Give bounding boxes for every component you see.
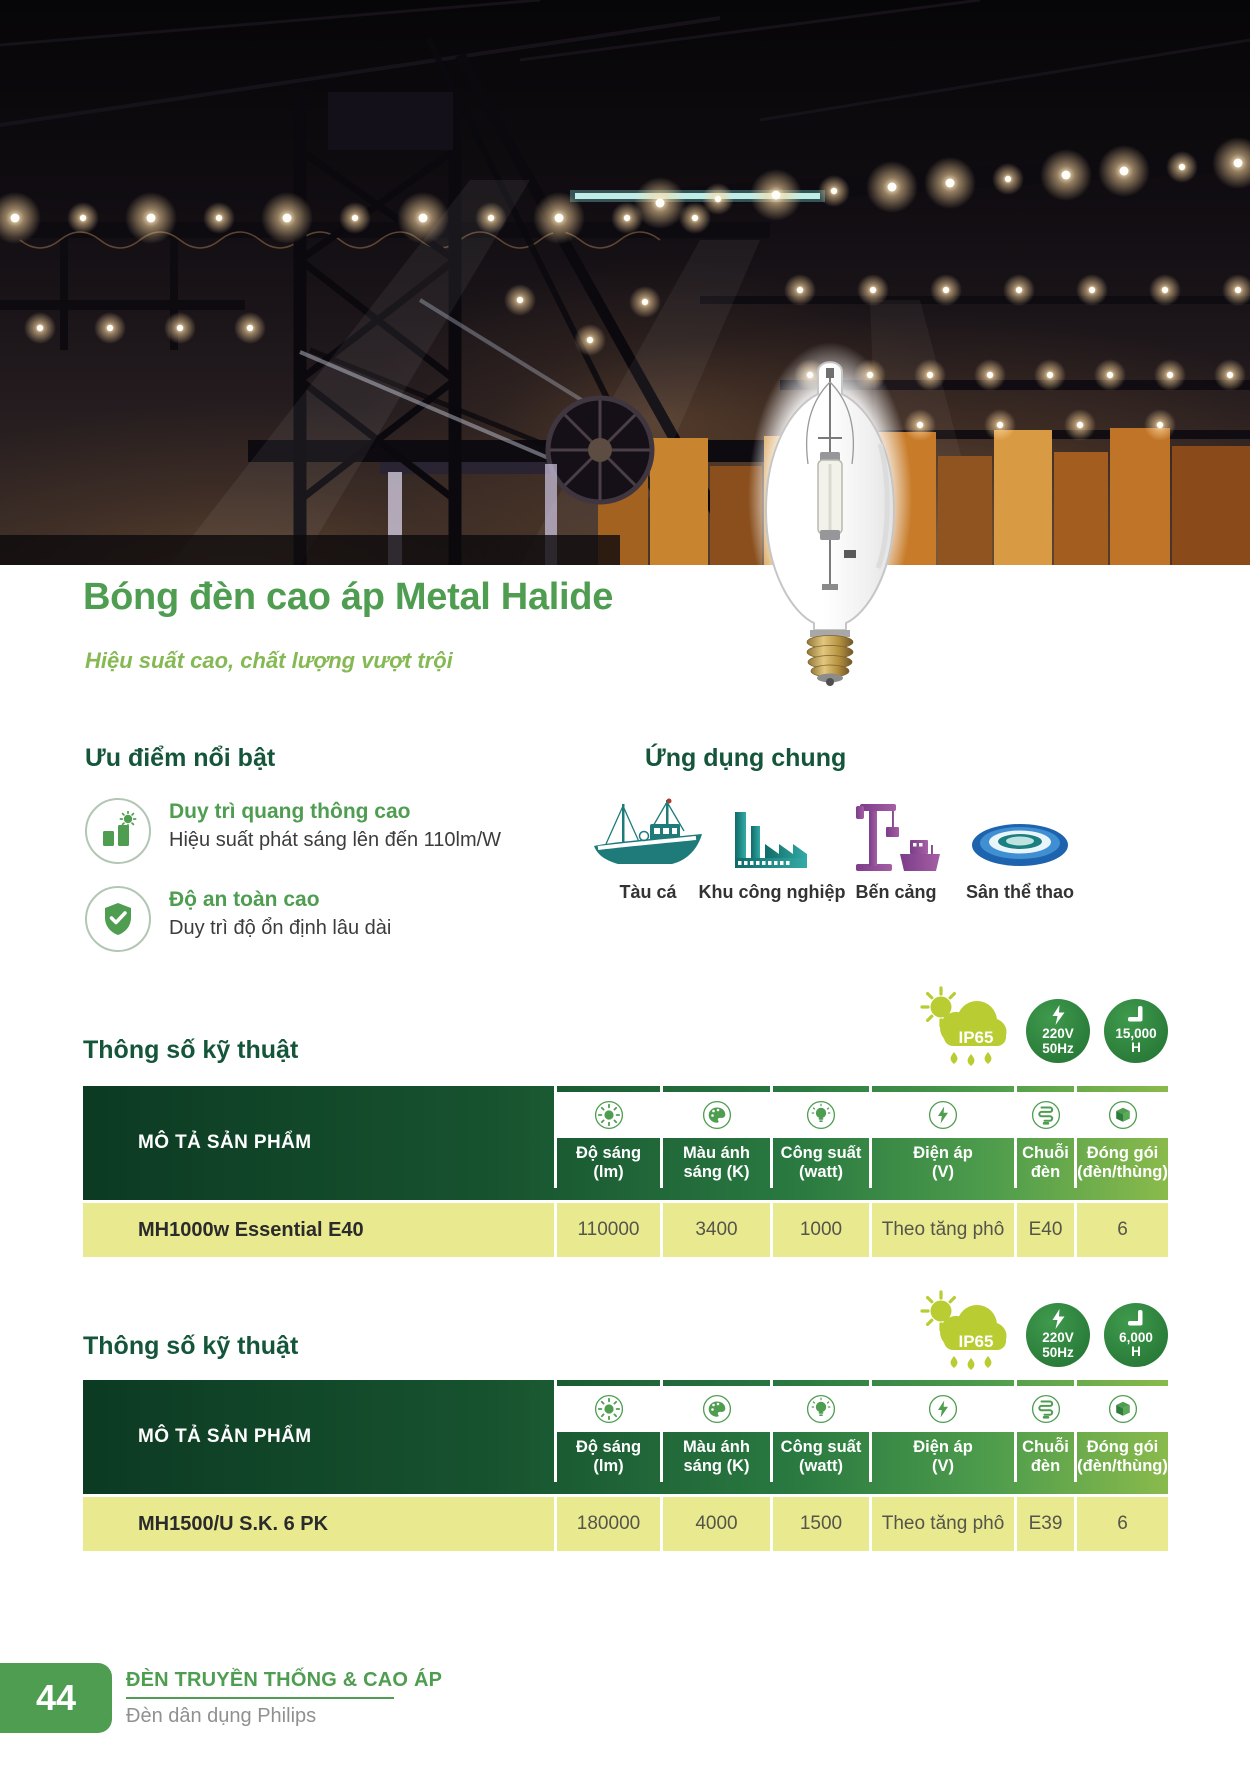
spec-table <box>83 1086 1168 1257</box>
fishing-boat-icon <box>592 798 704 872</box>
spec-table-header <box>83 1086 1168 1200</box>
col-header-packaging <box>1074 1380 1168 1482</box>
column-label: Chuỗi đèn <box>1022 1437 1069 1476</box>
spec-heading: Thông số kỹ thuật <box>83 1036 299 1064</box>
clock-icon <box>1126 1006 1146 1025</box>
feature-description: Duy trì độ ổn định lâu dài <box>169 917 392 939</box>
application-item <box>958 798 1082 903</box>
cell-packaging: 6 <box>1074 1203 1168 1257</box>
application-label: Khu công nghiệp <box>698 882 846 902</box>
footer-section-title: ĐÈN TRUYỀN THỐNG & CAO ÁP <box>126 1668 443 1691</box>
col-header-wattage <box>770 1380 869 1482</box>
lightning-icon <box>1051 1309 1066 1329</box>
column-label: Công suất (watt) <box>780 1437 862 1476</box>
wattage-icon <box>773 1386 869 1432</box>
color-temperature-icon <box>663 1092 770 1138</box>
cell-lamp-cap: E40 <box>1014 1203 1074 1257</box>
page-title-bold: Metal Halide <box>394 576 614 618</box>
col-header-color-temp <box>660 1086 770 1188</box>
product-name: MH1500/U S.K. 6 PK <box>138 1512 329 1535</box>
lamp-cap-icon <box>1017 1386 1074 1432</box>
lumen-bars-sun-icon <box>85 798 151 864</box>
voltage-value: 220V <box>1042 1330 1074 1346</box>
port-crane-icon <box>852 798 940 872</box>
col-header-color-temp <box>660 1380 770 1482</box>
clock-icon <box>1126 1310 1146 1329</box>
shield-check-icon <box>85 886 151 952</box>
cell-voltage: Theo tăng phô <box>869 1203 1014 1257</box>
application-item <box>698 798 846 903</box>
applications-heading: Ứng dụng chung <box>645 744 847 772</box>
col-header-lamp-cap <box>1014 1380 1074 1482</box>
cell-wattage: 1000 <box>770 1203 869 1257</box>
lifetime-badge <box>1104 1303 1168 1367</box>
ip65-label: IP65 <box>958 1332 994 1351</box>
lightning-icon <box>1051 1005 1066 1025</box>
feature-text <box>169 798 501 852</box>
feature-title: Độ an toàn cao <box>169 888 320 911</box>
lifetime-value: 15,000 <box>1115 1025 1157 1041</box>
page-title <box>83 576 613 619</box>
page-title-regular: Bóng đèn cao áp <box>83 576 395 618</box>
application-label: Tàu cá <box>619 882 677 902</box>
page-number-badge: 44 <box>0 1663 112 1733</box>
cell-lumen: 180000 <box>554 1497 660 1551</box>
table-row <box>83 1497 1168 1551</box>
hero-photo <box>0 0 1250 565</box>
product-name: MH1000w Essential E40 <box>138 1218 364 1241</box>
metal-halide-bulb-image <box>748 342 913 687</box>
application-label: Bến cảng <box>855 882 937 902</box>
brightness-icon <box>557 1386 660 1432</box>
voltage-value: 220V <box>1042 1026 1074 1042</box>
voltage-icon <box>872 1386 1014 1432</box>
table-row <box>83 1203 1168 1257</box>
lifetime-unit: H <box>1131 1344 1141 1359</box>
column-label: Đóng gói (đèn/thùng) <box>1077 1437 1168 1476</box>
feature-item <box>85 886 565 952</box>
column-label: Điện áp (V) <box>913 1437 973 1476</box>
feature-item <box>85 798 565 864</box>
col-header-packaging <box>1074 1086 1168 1188</box>
page-subtitle: Hiệu suất cao, chất lượng vượt trội <box>85 648 453 673</box>
advantages-heading: Ưu điểm nổi bật <box>85 744 276 772</box>
col-header-lamp-cap <box>1014 1086 1074 1188</box>
col-header-voltage <box>869 1086 1014 1188</box>
column-label: Công suất (watt) <box>780 1143 862 1182</box>
lifetime-unit: H <box>1131 1040 1141 1055</box>
spec-heading: Thông số kỹ thuật <box>83 1332 299 1360</box>
cable-drum-icon <box>548 398 652 502</box>
col-header-wattage <box>770 1086 869 1188</box>
feature-title: Duy trì quang thông cao <box>169 800 411 823</box>
column-label: Độ sáng (lm) <box>575 1143 642 1182</box>
footer-divider <box>126 1697 394 1699</box>
color-temperature-icon <box>663 1386 770 1432</box>
voltage-badge <box>1026 999 1090 1063</box>
column-label: Màu ánh sáng (K) <box>683 1143 750 1182</box>
spec-badges <box>920 1290 1168 1379</box>
frequency-value: 50Hz <box>1042 1344 1074 1360</box>
cell-lamp-cap: E39 <box>1014 1497 1074 1551</box>
lifetime-badge <box>1104 999 1168 1063</box>
footer-text <box>126 1669 442 1728</box>
lamp-cap-icon <box>1017 1092 1074 1138</box>
cell-packaging: 6 <box>1074 1497 1168 1551</box>
spec-table-header <box>83 1380 1168 1494</box>
voltage-badge <box>1026 1303 1090 1367</box>
col-header-voltage <box>869 1380 1014 1482</box>
wattage-icon <box>773 1092 869 1138</box>
feature-description: Hiệu suất phát sáng lên đến 110lm/W <box>169 829 502 851</box>
lifetime-value: 6,000 <box>1119 1329 1153 1345</box>
application-item <box>586 798 710 903</box>
port-night-scene <box>0 0 1250 565</box>
applications-list <box>586 798 1082 903</box>
cell-voltage: Theo tăng phô <box>869 1497 1014 1551</box>
frequency-value: 50Hz <box>1042 1040 1074 1056</box>
col-header-brightness <box>554 1086 660 1188</box>
stadium-icon <box>969 798 1071 872</box>
packaging-icon <box>1077 1092 1168 1138</box>
ip65-badge <box>920 1290 1012 1379</box>
cell-wattage: 1500 <box>770 1497 869 1551</box>
advantages-list <box>85 798 565 952</box>
cell-lumen: 110000 <box>554 1203 660 1257</box>
column-label: Điện áp (V) <box>913 1143 973 1182</box>
footer-subtitle: Đèn dân dụng Philips <box>126 1704 317 1727</box>
packaging-icon <box>1077 1386 1168 1432</box>
container-stacks <box>598 428 1250 565</box>
column-label: Màu ánh sáng (K) <box>683 1437 750 1476</box>
cell-color-temp: 4000 <box>660 1497 770 1551</box>
application-label: Sân thể thao <box>965 882 1074 902</box>
cell-color-temp: 3400 <box>660 1203 770 1257</box>
description-column-header: MÔ TẢ SẢN PHẨM <box>138 1426 312 1447</box>
spec-table <box>83 1380 1168 1551</box>
column-label: Độ sáng (lm) <box>575 1437 642 1476</box>
page-footer <box>0 1663 442 1733</box>
column-label: Đóng gói (đèn/thùng) <box>1077 1143 1168 1182</box>
ip65-label: IP65 <box>958 1028 994 1047</box>
spec-badges <box>920 986 1168 1075</box>
feature-text <box>169 886 391 940</box>
ip65-badge <box>920 986 1012 1075</box>
description-column-header: MÔ TẢ SẢN PHẨM <box>138 1132 312 1153</box>
col-header-brightness <box>554 1380 660 1482</box>
voltage-icon <box>872 1092 1014 1138</box>
bulb-illustration <box>748 342 913 687</box>
brightness-icon <box>557 1092 660 1138</box>
application-item <box>834 798 958 903</box>
column-label: Chuỗi đèn <box>1022 1143 1069 1182</box>
factory-icon <box>729 798 815 872</box>
